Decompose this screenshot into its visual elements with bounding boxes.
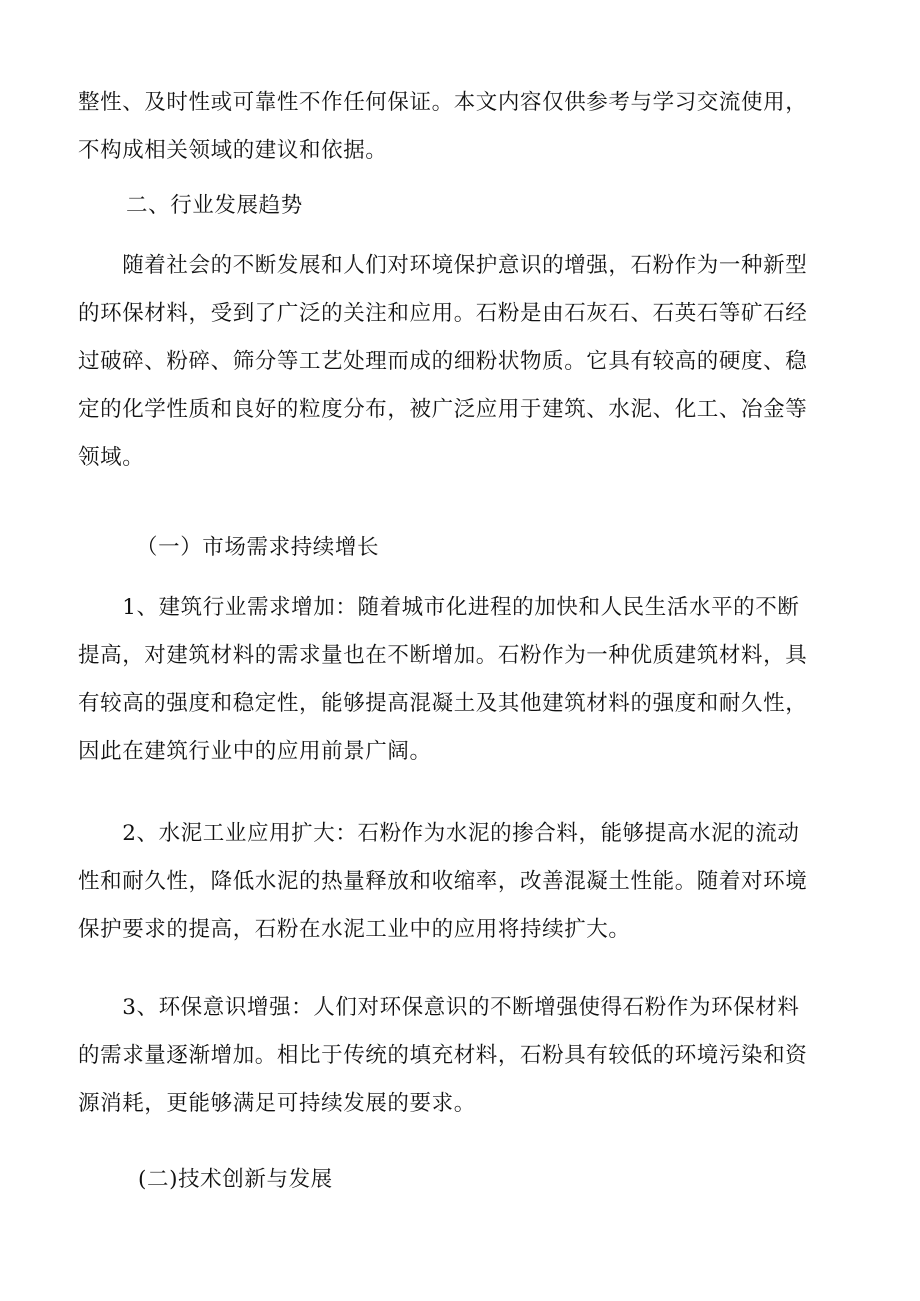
subsection-heading-tech-innovation: (二)技术创新与发展	[138, 1167, 333, 1192]
text-line: 的需求量逐渐增加。相比于传统的填充材料，石粉具有较低的环境污染和资	[78, 1043, 808, 1068]
text-line: 随着社会的不断发展和人们对环境保护意识的增强，石粉作为一种新型	[78, 253, 808, 278]
overview-paragraph	[78, 242, 844, 482]
text-line: 2、水泥工业应用扩大：石粉作为水泥的掺合料，能够提高水泥的流动	[78, 821, 800, 846]
text-line: 的环保材料，受到了广泛的关注和应用。石粉是由石灰石、石英石等矿石经	[78, 301, 808, 326]
text-line: 3、环保意识增强：人们对环保意识的不断增强使得石粉作为环保材料	[78, 995, 800, 1020]
item-1-paragraph	[78, 584, 844, 776]
subsection-heading-market-demand: （一）市场需求持续增长	[136, 535, 380, 560]
text-line: 性和耐久性，降低水泥的热量释放和收缩率，改善混凝土性能。随着对环境	[78, 869, 808, 894]
text-line: 整性、及时性或可靠性不作任何保证。本文内容仅供参考与学习交流使用，	[78, 90, 808, 115]
item-2-paragraph	[78, 810, 844, 954]
text-line: 因此在建筑行业中的应用前景广阔。	[78, 739, 432, 764]
section-heading-industry-trends: 二、行业发展趋势	[126, 193, 303, 218]
intro-continuation-paragraph	[78, 79, 844, 175]
text-line: 提高，对建筑材料的需求量也在不断增加。石粉作为一种优质建筑材料，具	[78, 643, 808, 668]
text-line: 定的化学性质和良好的粒度分布，被广泛应用于建筑、水泥、化工、冶金等	[78, 397, 808, 422]
text-line: 1、建筑行业需求增加：随着城市化进程的加快和人民生活水平的不断	[78, 595, 800, 620]
text-line: 领域。	[78, 445, 145, 470]
text-line: 源消耗，更能够满足可持续发展的要求。	[78, 1091, 476, 1116]
text-line: 不构成相关领域的建议和依据。	[78, 138, 388, 163]
text-line: 有较高的强度和稳定性，能够提高混凝土及其他建筑材料的强度和耐久性，	[78, 691, 808, 716]
text-line: 保护要求的提高，石粉在水泥工业中的应用将持续扩大。	[78, 917, 631, 942]
text-line: 过破碎、粉碎、筛分等工艺处理而成的细粉状物质。它具有较高的硬度、稳	[78, 349, 808, 374]
item-3-paragraph	[78, 984, 844, 1128]
